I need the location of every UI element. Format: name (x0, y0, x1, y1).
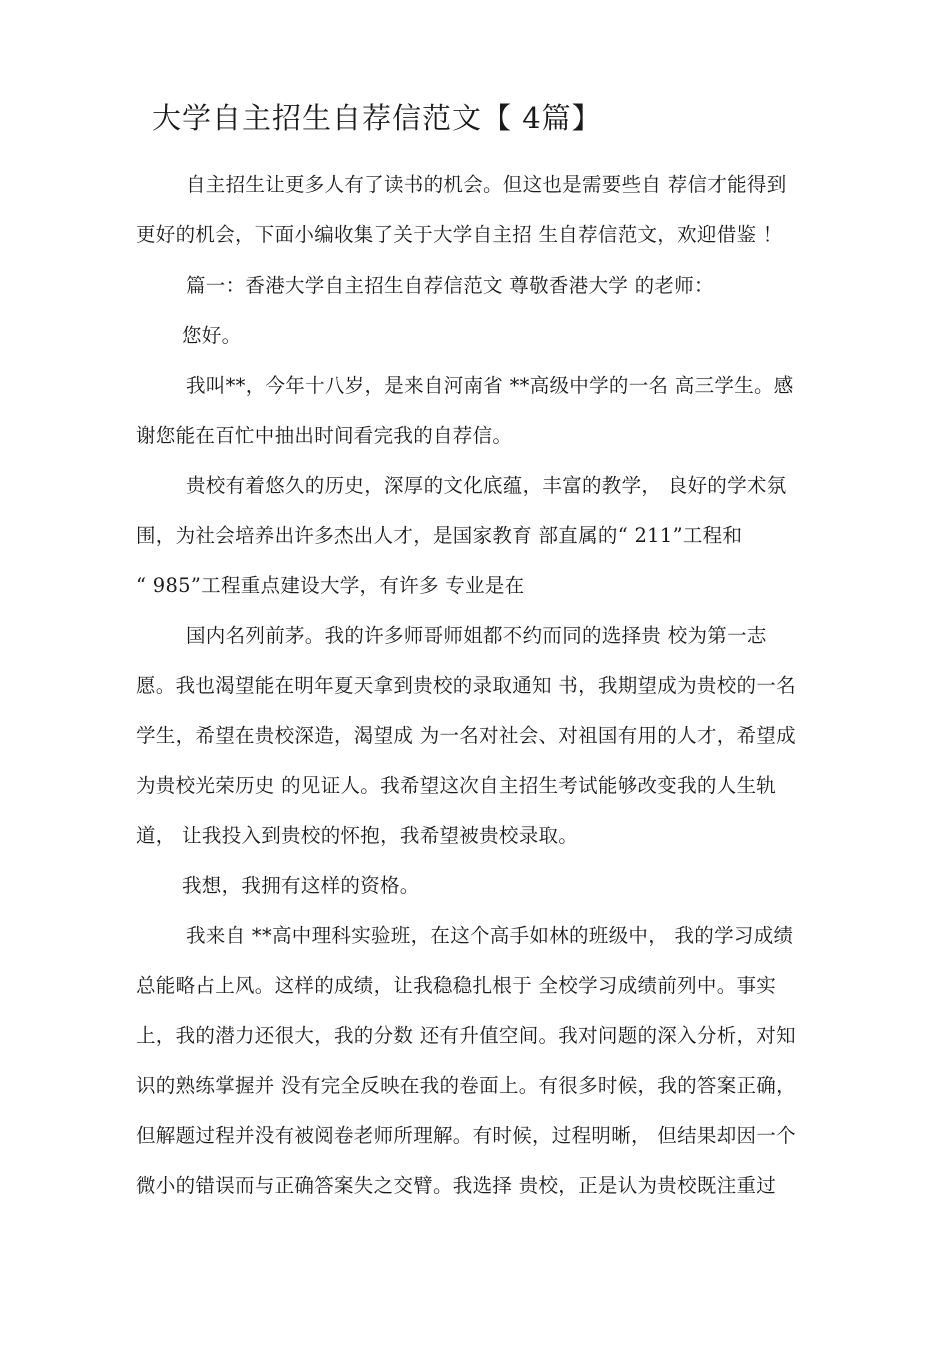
paragraph-line: 微小的错误而与正确答案失之交臂。我选择 贵校，正是认为贵校既注重过 (136, 1174, 777, 1197)
paragraph-line: “ 985”工程重点建设大学，有许多 专业是在 (136, 574, 525, 597)
paragraph-line: 您好。 (182, 324, 242, 347)
paragraph-line: 但解题过程并没有被阅卷老师所理解。有时候，过程明晰， 但结果却因一个 (136, 1124, 796, 1147)
paragraph-line: 贵校有着悠久的历史，深厚的文化底蕴，丰富的教学， 良好的学术氛 (186, 474, 787, 497)
paragraph-line: 总能略占上风。这样的成绩，让我稳稳扎根于 全校学习成绩前列中。事实 (136, 974, 777, 997)
paragraph-line: 我想，我拥有这样的资格。 (182, 874, 420, 897)
document-title: 大学自主招生自荐信范文【 4篇】 (152, 101, 602, 135)
paragraph-line: 愿。我也渴望能在明年夏天拿到贵校的录取通知 书，我期望成为贵校的一名 (136, 674, 796, 697)
paragraph-line: 为贵校光荣历史 的见证人。我希望这次自主招生考试能够改变我的人生轨 (136, 774, 777, 797)
paragraph-line: 篇一：香港大学自主招生自荐信范文 尊敬香港大学 的老师： (186, 274, 714, 297)
paragraph-line: 道， 让我投入到贵校的怀抱，我希望被贵校录取。 (136, 824, 579, 847)
paragraph-line: 国内名列前茅。我的许多师哥师姐都不约而同的选择贵 校为第一志 (186, 624, 767, 647)
paragraph-line: 围，为社会培养出许多杰出人才，是国家教育 部直属的“ 211”工程和 (136, 524, 743, 547)
paragraph-line: 谢您能在百忙中抽出时间看完我的自荐信。 (136, 424, 513, 447)
paragraph-line: 识的熟练掌握并 没有完全反映在我的卷面上。有很多时候，我的答案正确， (136, 1074, 796, 1097)
paragraph-line: 学生，希望在贵校深造，渴望成 为一名对社会、对祖国有用的人才，希望成 (136, 724, 796, 747)
paragraph-line: 我叫**，今年十八岁，是来自河南省 **高级中学的一名 高三学生。感 (186, 374, 794, 397)
paragraph-line: 上，我的潜力还很大，我的分数 还有升值空间。我对问题的深入分析，对知 (136, 1024, 796, 1047)
paragraph-line: 我来自 **高中理科实验班，在这个高手如林的班级中， 我的学习成绩 (186, 924, 794, 947)
paragraph-line: 更好的机会，下面小编收集了关于大学自主招 生自荐信范文，欢迎借鉴 ！ (136, 223, 783, 246)
paragraph-line: 自主招生让更多人有了读书的机会。但这也是需要些自 荐信才能得到 (186, 173, 787, 196)
